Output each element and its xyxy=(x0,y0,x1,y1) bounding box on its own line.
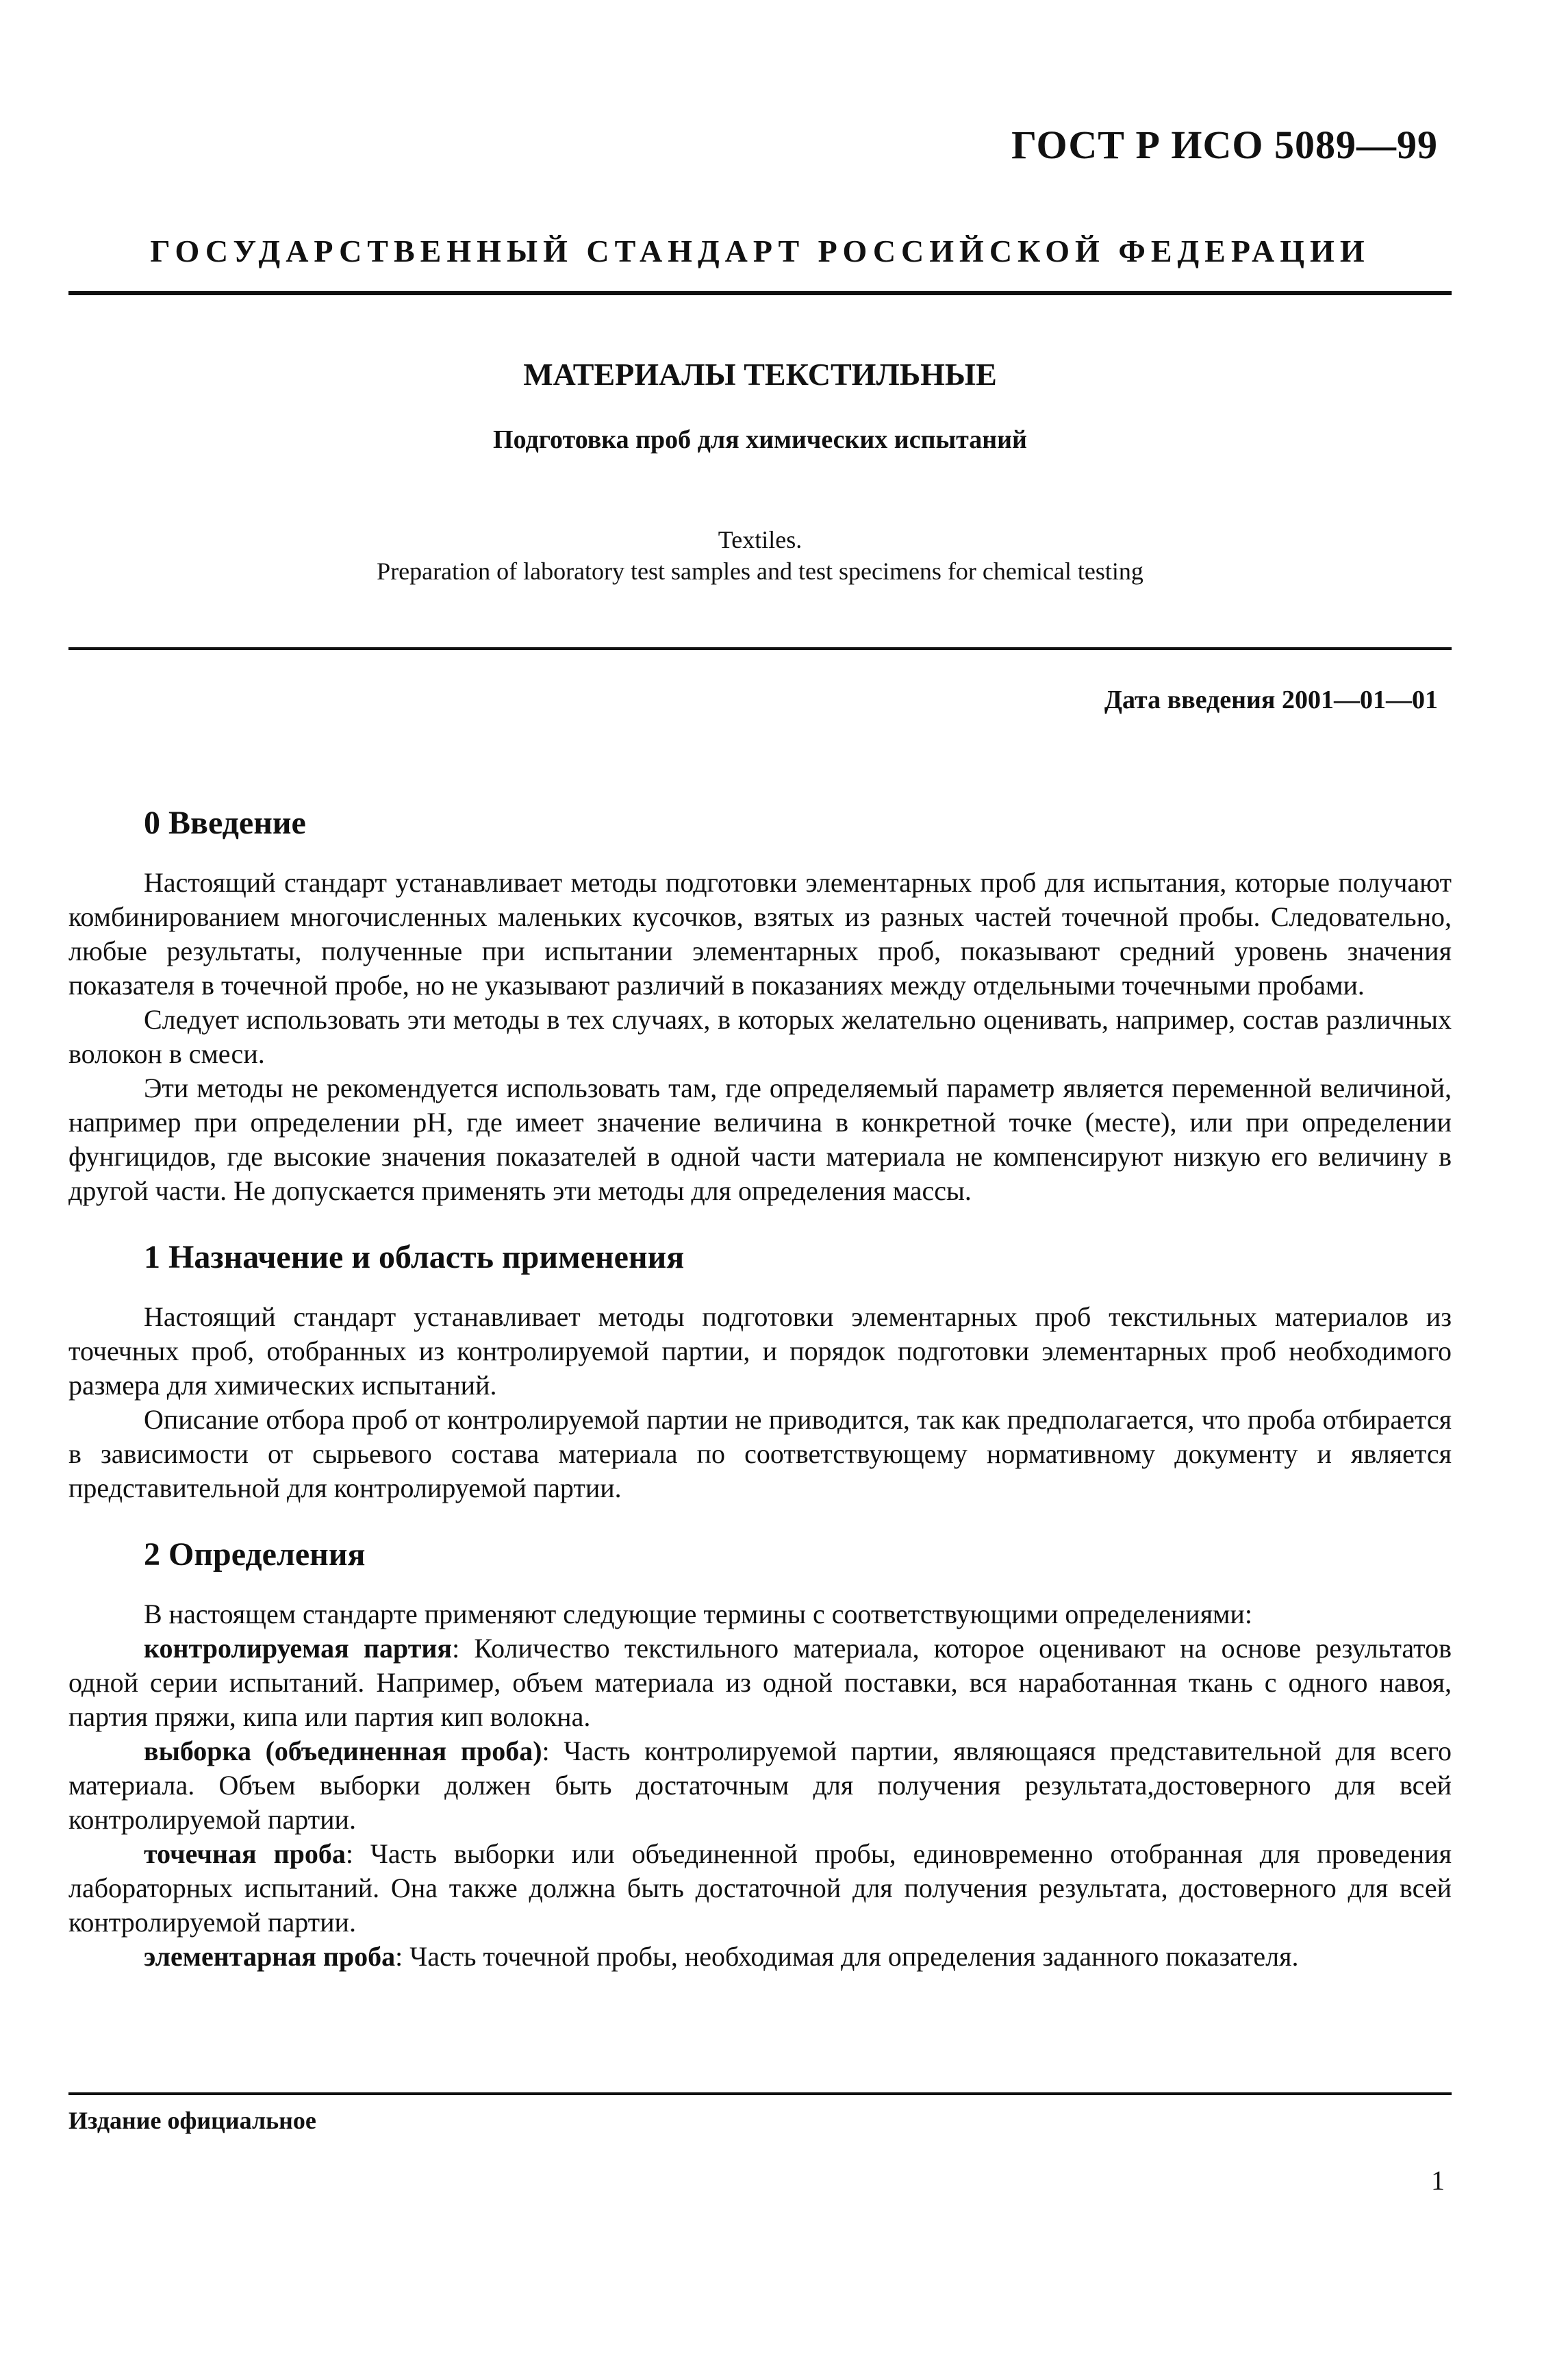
definition-term: выборка (объединенная проба) xyxy=(144,1736,542,1766)
section-heading-0: 0 Введение xyxy=(144,805,306,841)
paragraph: Настоящий стандарт устанавливает методы подготовки элементарных проб для испытания, которые получают комбинированием многочисленных маленьких кусочков, взятых из разных частей точечной пробы. Следовательно, любые результаты, полученные при испытании элементарных проб, показывают средний уровень значения показателя в точечной пробе, но не указывают различий в показаниях между отдельными точечными пробами. xyxy=(68,867,1452,1001)
definition-item xyxy=(68,1631,1452,1734)
english-title-line-1: Textiles. xyxy=(718,526,802,553)
document-subtitle: Подготовка проб для химических испытаний xyxy=(493,425,1027,454)
document-code: ГОСТ Р ИСО 5089—99 xyxy=(1011,123,1438,167)
english-title-line-2: Preparation of laboratory test samples and test specimens for chemical testing xyxy=(377,558,1143,585)
definition-text: : Количество текстильного материала, которое оценивают на основе результатов одной серии испытаний. Например, объем материала из одной поставки, вся наработанная ткань с одного навоя, партия пряжи, кипа или партия кип волокна. xyxy=(68,1633,1452,1732)
paragraph: В настоящем стандарте применяют следующие термины с соответствующими определениями: xyxy=(144,1599,1252,1629)
page-number: 1 xyxy=(1431,2165,1445,2196)
title-divider xyxy=(68,647,1452,650)
definition-text: : Часть контролируемой партии, являющаяся представительной для всего материала. Объем выборки должен быть достаточным для получения результата,достоверного для всей контролируемой партии. xyxy=(68,1736,1452,1835)
definition-term: элементарная проба xyxy=(144,1941,396,1972)
paragraph: Настоящий стандарт устанавливает методы подготовки элементарных проб текстильных материалов из точечных проб, отобранных из контролируемой партии, и порядок подготовки элементарных проб необходимого размера для химических испытаний. xyxy=(68,1301,1452,1401)
definition-item xyxy=(68,1837,1452,1940)
paragraph: Следует использовать эти методы в тех случаях, в которых желательно оценивать, например, состав различных волокон в смеси. xyxy=(68,1004,1452,1069)
footer-divider xyxy=(68,2092,1452,2095)
header-divider xyxy=(68,291,1452,295)
definition-term: точечная проба xyxy=(144,1838,346,1869)
definition-term: контролируемая партия xyxy=(144,1633,453,1664)
definition-text: : Часть выборки или объединенной пробы, единовременно отобранная для проведения лабораторных испытаний. Она также должна быть достаточной для получения результата, достоверного для всей контролируемой партии. xyxy=(68,1838,1452,1938)
definition-text: : Часть точечной пробы, необходимая для определения заданного показателя. xyxy=(395,1941,1299,1972)
introduction-date: Дата введения 2001—01—01 xyxy=(1104,686,1438,714)
edition-label: Издание официальное xyxy=(68,2107,316,2134)
paragraph: Описание отбора проб от контролируемой партии не приводится, так как предполагается, что проба отбирается в зависимости от сырьевого состава материала по соответствующему нормативному документу и является представительной для контролируемой партии. xyxy=(68,1404,1452,1503)
definition-item xyxy=(68,1940,1452,1974)
section-heading-1: 1 Назначение и область применения xyxy=(144,1239,685,1275)
state-standard-header: ГОСУДАРСТВЕННЫЙ СТАНДАРТ РОССИЙСКОЙ ФЕДЕРАЦИИ xyxy=(150,234,1370,268)
document-title: МАТЕРИАЛЫ ТЕКСТИЛЬНЫЕ xyxy=(523,357,997,392)
document-body xyxy=(68,801,1452,1974)
section-heading-2: 2 Определения xyxy=(144,1536,366,1573)
paragraph: Эти методы не рекомендуется использовать там, где определяемый параметр является переменной величиной, например при определении pH, где имеет значение величина в конкретной точке (месте), или при определении фунгицидов, где высокие значения показателей в одной части материала не компенсируют низкую его величину в другой части. Не допускается применять эти методы для определения массы. xyxy=(68,1073,1452,1206)
english-title xyxy=(68,524,1452,587)
definition-item xyxy=(68,1734,1452,1837)
